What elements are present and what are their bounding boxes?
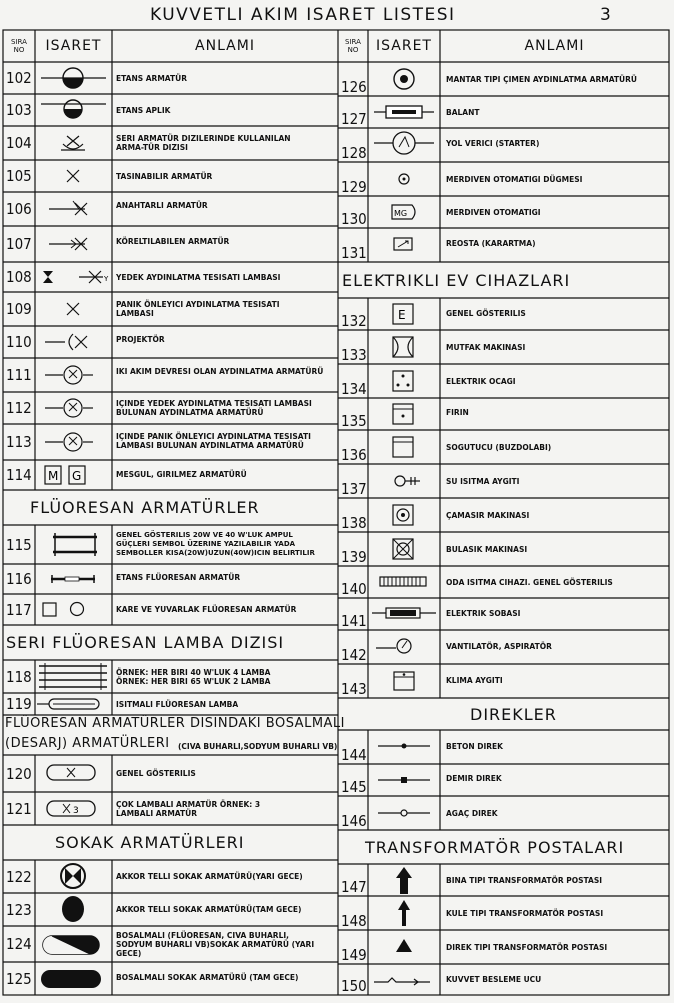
header-isaret-right: ISARET [376,38,432,54]
row-meaning: ELEKTRIK OCAGI [446,376,516,386]
row-number: 111 [6,366,32,384]
row-meaning: TASINABILIR ARMATÜR [116,171,213,181]
section-elektrikli-ev-cihazlari: ELEKTRIKLI EV CIHAZLARI [342,270,571,290]
oda-isitma-symbol-icon [368,566,440,598]
row-meaning: KLIMA AYGITI [446,675,503,685]
header-isaret: ISARET [45,38,102,54]
akkor-yari-gece-symbol-icon [35,860,112,893]
row-number: 116 [6,570,32,588]
header-sira-text-right: SIRA [345,38,361,46]
mesgul-girilmez-symbol-icon [35,460,112,490]
bosalmali-tam-gece-symbol-icon [35,962,112,995]
row-number: 118 [6,667,32,686]
header-anlami: ANLAMI [195,38,255,54]
row-number: 123 [6,900,32,919]
agac-direk-symbol-icon [368,796,440,830]
row-number: 122 [6,867,32,886]
row-meaning: MESGUL, GIRILMEZ ARMATÜRÜ [116,469,247,479]
row-meaning: IÇINDE YEDEK AYDINLATMA TESISATI LAMBASI BULUNAN AYDINLATMA ARMATÜRÜ [116,399,312,417]
row-number: 110 [6,333,32,351]
mutfak-makinasi-symbol-icon [368,330,440,364]
vantilator-symbol-icon [368,630,440,664]
row-number: 104 [6,134,32,152]
row-meaning: ETANS ARMATÜR [116,73,187,83]
row-meaning: KÖRELTILABILEN ARMATÜR [116,236,230,246]
svg-text:Y: Y [104,275,109,283]
row-number: 124 [6,935,32,953]
row-meaning: AKKOR TELLI SOKAK ARMATÜRÜ(TAM GECE) [116,905,302,914]
row-meaning: YOL VERICI (STARTER) [446,138,540,148]
genel-floresan-symbol-icon [35,525,112,564]
row-meaning: DEMIR DIREK [446,773,502,783]
row-number: 146 [341,812,367,830]
symbol-label: MG [394,209,408,218]
row-meaning: ETANS FLÜORESAN ARMATÜR [116,572,241,582]
row-number: 148 [341,912,367,930]
row-number: 140 [341,580,367,598]
seri-armatur-dizisi-symbol-icon [35,126,112,160]
svg-text:3: 3 [73,806,79,816]
merdiven-otomatigi-symbol-icon [368,196,440,228]
row-meaning: SERI ARMATÜR DIZILERINDE KULLANILAN ARMA-TÜR DIZISI [116,134,291,152]
row-meaning: PANIK ÖNLEYICI AYDINLATMA TESISATI LAMBASI [116,300,280,318]
etans-aplik-symbol-icon [35,94,112,126]
demir-direk-symbol-icon [368,764,440,796]
mantar-cimen-symbol-icon [368,62,440,96]
row-number: 113 [6,433,32,451]
beton-direk-symbol-icon [368,730,440,764]
row-number: 132 [341,312,367,330]
row-meaning: REOSTA (KARARTMA) [446,238,536,248]
su-isitma-symbol-icon [368,464,440,498]
tasinabilir-armatur-symbol-icon [35,160,112,192]
row-meaning: ANAHTARLI ARMATÜR [116,200,208,210]
row-number: 107 [6,235,32,253]
row-number: 142 [341,646,367,664]
isitmali-floresan-symbol-icon [35,693,112,715]
row-meaning: AGAÇ DIREK [446,808,498,818]
elektrik-sobasi-symbol-icon [368,598,440,630]
etans-armatur-symbol-icon [35,62,112,94]
section-bosalmali-note: (CIVA BUHARLI,SODYUM BUHARLI VB) [178,742,338,751]
row-number: 145 [341,778,367,796]
klima-aygiti-symbol-icon [368,664,440,698]
section-direkler: DIREKLER [470,704,557,724]
direk-tipi-trafo-symbol-icon [368,930,440,964]
projektor-symbol-icon [35,326,112,358]
row-number: 136 [341,446,367,464]
koreltilabilen-armatur-symbol-icon [35,226,112,262]
iki-akim-devresi-symbol-icon [35,358,112,392]
yol-verici-starter-symbol-icon [368,128,440,162]
firin-symbol-icon [368,398,440,430]
title-text: KUVVETLI AKIM ISARET LISTESI [150,5,456,25]
row-number: 115 [6,535,32,554]
row-meaning: GENEL GÖSTERILIS [116,769,196,778]
elektrik-ocagi-symbol-icon [368,364,440,398]
row-number: 143 [341,680,367,698]
row-number: 149 [341,946,367,964]
row-number: 138 [341,514,367,532]
row-number: 109 [6,300,32,318]
akkor-tam-gece-symbol-icon [35,893,112,926]
row-meaning: GENEL GÖSTERILIS 20W VE 40 W'LUK AMPUL GÜÇLERI SEMBOL ÜZERINE YAZILABILIR YADA SEMBOLLER KISA(20W)UZUN(40W)ICIN BELIRTILIR [116,531,315,557]
kule-tipi-trafo-symbol-icon [368,896,440,930]
yedek-lambali-armatur-symbol-icon [35,392,112,424]
row-meaning: MERDIVEN OTOMATIGI DÜGMESI [446,174,583,184]
section-floresan-armaturler: FLÜORESAN ARMATÜRLER [30,498,260,517]
row-meaning: BETON DIREK [446,741,503,751]
row-number: 114 [6,466,32,484]
row-number: 103 [6,101,32,119]
row-meaning: PROJEKTÖR [116,334,165,344]
row-number: 134 [341,380,367,398]
section-bosalmali-line2: (DESARJ) ARMATÜRLERI [5,736,170,751]
row-meaning: ETANS APLIK [116,105,171,115]
header-no-text-right: NO [347,46,359,54]
row-meaning: KARE VE YUVARLAK FLÜORESAN ARMATÜR [116,605,297,614]
etans-floresan-symbol-icon [35,564,112,594]
row-number: 147 [341,878,367,896]
row-number: 135 [341,412,367,430]
row-number: 127 [341,110,367,128]
row-number: 108 [6,268,32,286]
yedek-aydinlatma-symbol-icon [3,262,112,292]
row-number: 112 [6,399,32,417]
row-number: 120 [6,764,32,783]
symbol-label: M [48,469,59,483]
bosalmali-yari-gece-symbol-icon [35,926,112,962]
header-no-text: NO [13,46,25,54]
row-number: 137 [341,480,367,498]
merdiven-dugmesi-symbol-icon [368,162,440,196]
row-number: 141 [341,612,367,630]
header-sira-no-right [338,30,368,62]
row-number: 106 [6,200,32,218]
row-meaning: ELEKTRIK SOBASI [446,608,521,618]
row-number: 117 [6,600,32,619]
row-meaning: IÇINDE PANIK ÖNLEYICI AYDINLATMA TESISATI LAMBASI BULUNAN AYDINLATMA ARMATÜRÜ [116,432,311,450]
kuvvet-besleme-ucu-symbol-icon [368,964,440,995]
sogutucu-symbol-icon [368,430,440,464]
row-meaning: AKKOR TELLI SOKAK ARMATÜRÜ(YARI GECE) [116,872,303,881]
row-meaning: ISITMALI FLÜORESAN LAMBA [116,699,239,709]
row-number: 150 [341,977,367,995]
row-meaning: IKI AKIM DEVRESI OLAN AYDINLATMA ARMATÜRÜ [116,366,324,376]
row-number: 130 [341,210,367,228]
panik-onleyici-symbol-icon [35,292,112,326]
camasir-makinasi-symbol-icon [368,498,440,532]
row-meaning: SOGUTUCU (BUZDOLABI) [446,442,552,452]
row-number: 121 [6,799,32,818]
row-meaning: ODA ISITMA CIHAZI. GENEL GÖSTERILIS [446,577,613,587]
bulasik-makinasi-symbol-icon [368,532,440,566]
row-meaning: ÇAMASIR MAKINASI [446,510,530,520]
row-meaning: BOSALMALI SOKAK ARMATÜRÜ (TAM GECE) [116,972,299,982]
row-number: 144 [341,746,367,764]
row-meaning: KULE TIPI TRANSFORMATÖR POSTASI [446,908,604,918]
section-bosalmali-line1: FLÜORESAN ARMATÜRLER DISINDAKI BOSALMALI [5,716,346,731]
section-seri-floresan: SERI FLÜORESAN LAMBA DIZISI [6,633,285,652]
row-meaning: DIREK TIPI TRANSFORMATÖR POSTASI [446,942,608,952]
row-number: 129 [341,178,367,196]
anahtarli-armatur-symbol-icon [35,192,112,226]
balant-symbol-icon [368,96,440,128]
row-meaning: BALANT [446,107,480,117]
reosta-symbol-icon [368,228,440,262]
row-meaning: KUVVET BESLEME UCU [446,975,542,984]
row-number: 139 [341,548,367,566]
row-number: 133 [341,346,367,364]
symbol-label: E [398,308,406,322]
panik-lambali-armatur-symbol-icon [35,424,112,460]
genel-cihaz-symbol-icon [368,298,440,330]
section-transformator-postalari: TRANSFORMATÖR POSTALARI [365,837,625,857]
row-meaning: VANTILATÖR, ASPIRATÖR [446,641,552,651]
row-meaning: MANTAR TIPI ÇIMEN AYDINLATMA ARMATÜRÜ [446,74,637,84]
bina-tipi-trafo-symbol-icon [368,864,440,896]
row-meaning: ÇOK LAMBALI ARMATÜR ÖRNEK: 3 LAMBALI ARMATÜR [116,799,261,818]
row-number: 102 [6,69,32,87]
row-number: 128 [341,144,367,162]
header-sira-no [3,30,35,62]
section-sokak-armaturleri: SOKAK ARMATÜRLERI [55,833,245,852]
row-meaning: MERDIVEN OTOMATIGI [446,207,541,217]
row-meaning: YEDEK AYDINLATMA TESISATI LAMBASI [116,272,281,282]
symbol-label: G [72,469,82,483]
row-number: 126 [341,78,367,96]
seri-lamba-dizisi-symbol-icon [35,660,112,693]
row-number: 125 [6,969,32,988]
row-meaning: MUTFAK MAKINASI [446,342,526,352]
row-meaning: BOSALMALI (FLÜORESAN, CIVA BUHARLI, SODYUM BUHARLI VB)SOKAK ARMATÜRÜ (YARI GECE) [116,930,315,958]
row-number: 119 [6,695,32,713]
kare-yuvarlak-floresan-symbol-icon [35,594,112,625]
row-meaning: SU ISITMA AYGITI [446,476,520,486]
row-meaning: FIRIN [446,407,469,417]
row-meaning: BINA TIPI TRANSFORMATÖR POSTASI [446,875,603,885]
cok-lambali-symbol-icon [35,792,112,825]
bosalmali-genel-symbol-icon [35,755,112,792]
header-anlami-right: ANLAMI [524,38,585,54]
row-number: 131 [341,244,367,262]
header-sira-text: SIRA [11,38,27,46]
row-meaning: ÖRNEK: HER BIRI 40 W'LUK 4 LAMBA ÖRNEK: HER BIRI 65 W'LUK 2 LAMBA [116,667,271,686]
page-number: 3 [600,5,611,25]
row-meaning: GENEL GÖSTERILIS [446,308,526,318]
row-number: 105 [6,167,32,185]
row-meaning: BULASIK MAKINASI [446,544,528,554]
